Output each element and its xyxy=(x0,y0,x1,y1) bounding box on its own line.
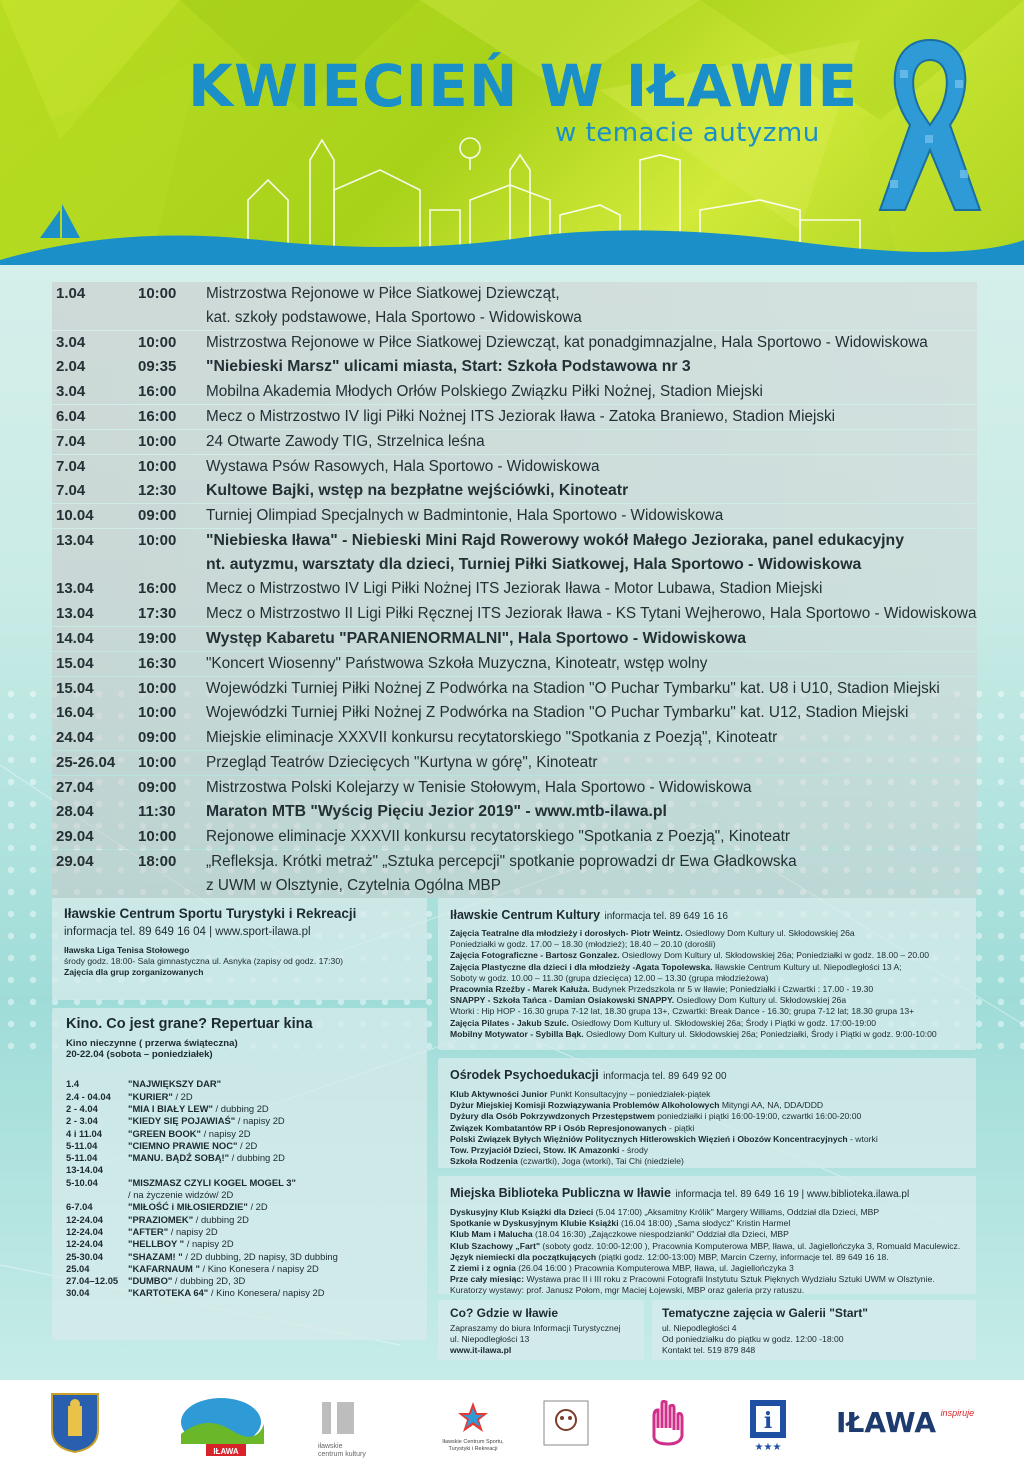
event-description: Mecz o Mistrzostwo II Ligi Piłki Ręcznej ITS Jeziorak Iława - KS Tytani Wejherowo, Hala Sportowo - Widowiskowa xyxy=(206,605,977,623)
icstir-box xyxy=(52,898,427,1000)
op-activity-details: Punkt Konsultacyjny – poniedziałek-piątek xyxy=(547,1089,711,1099)
kino-film-format: / dubbing 2D, 3D xyxy=(172,1275,246,1287)
hand-logo-icon xyxy=(644,1398,690,1448)
ick-box xyxy=(438,898,976,1050)
kino-row xyxy=(66,1238,413,1250)
kino-film-format: / Kino Konesera/ napisy 2D xyxy=(208,1287,325,1299)
ick-activity-details: Osiedlowy Dom Kultury ul. Skłodowskiej 26a; Środy i Piątki w godz. 17:00-19:00 xyxy=(568,1017,877,1028)
kino-title: Kino. Co jest grane? Repertuar kina xyxy=(66,1016,313,1032)
event-time: 10:00 xyxy=(138,828,177,846)
ick-activity-details: Poniedziałki w godz. 17.00 – 18.30 (młodzież); 18.40 – 20.10 (dorośli) xyxy=(450,939,716,950)
galeria-line1: ul. Niepodległości 4 xyxy=(662,1323,737,1333)
event-description: "Niebieska Iława" - Niebieski Mini Rajd Rowerowy wokół Małego Jezioraka, panel edukacyjny nt. autyzmu, warsztaty dla dzieci, Turniej Piłki Siatkowej, Hala Sportowo - Widowiskowa xyxy=(206,531,904,573)
event-time: 10:00 xyxy=(138,457,177,475)
mbp-activity-name: Dyskusyjny Klub Książki dla Dzieci xyxy=(450,1207,594,1217)
kino-film-format: / Kino Konesera / napisy 2D xyxy=(199,1262,319,1274)
event-date: 7.04 xyxy=(56,457,86,475)
event-description: "Niebieski Marsz" ulicami miasta, Start: Szkoła Podstawowa nr 3 xyxy=(206,358,691,376)
event-time: 16:00 xyxy=(138,580,177,598)
icstir-line2: Zajęcia dla grup zorganizowanych xyxy=(64,967,204,978)
event-description: Mistrzostwa Polski Kolejarzy w Tenisie Stołowym, Hala Sportowo - Widowiskowa xyxy=(206,778,752,796)
kino-film-title: "MIŁOŚĆ i MIŁOSIERDZIE" xyxy=(128,1201,248,1213)
kino-film-format: / na życzenie widzów/ 2D xyxy=(128,1189,234,1201)
kino-date: 5-11.04 xyxy=(66,1152,98,1164)
ick-activity-line xyxy=(450,1006,964,1017)
event-date: 10.04 xyxy=(56,507,94,525)
kino-row xyxy=(66,1103,413,1115)
event-row xyxy=(52,602,977,626)
ick-activity-details: Osiedlowy Dom Kultury ul. Skłodowskiej 26a; Poniedziałki w godz. 18.00 – 20.00 xyxy=(619,950,930,961)
ick-activity-line xyxy=(450,973,964,984)
kino-date: 12-24.04 xyxy=(66,1238,104,1250)
event-row xyxy=(52,726,977,750)
event-date: 28.04 xyxy=(56,803,94,821)
ick-activities xyxy=(450,928,964,1040)
cgi-link[interactable]: www.it-ilawa.pl xyxy=(450,1345,512,1356)
kino-row xyxy=(66,1140,413,1152)
event-time: 09:00 xyxy=(138,778,177,796)
event-date: 29.04 xyxy=(56,828,94,846)
ick-activity-line xyxy=(450,962,964,973)
kino-date: 30.04 xyxy=(66,1287,90,1299)
event-row xyxy=(52,479,977,503)
event-date: 24.04 xyxy=(56,729,94,747)
mbp-activity-details: (soboty godz. 10:00-12:00 ), Pracownia Komputerowa MBP, Iława, ul. Jagiellończyka 3, Romuald Maculewicz. xyxy=(540,1240,961,1251)
event-time: 16:00 xyxy=(138,407,177,425)
event-row xyxy=(52,282,977,330)
op-activity-name: Dyżur Miejskiej Komisji Rozwiązywania Problemów Alkoholowych xyxy=(450,1100,720,1111)
ick-activity-line xyxy=(450,1029,964,1040)
kino-row xyxy=(66,1177,413,1189)
kino-date: 2 - 4.04 xyxy=(66,1103,98,1114)
op-activity-line xyxy=(450,1100,964,1111)
kino-film-format: / 2D xyxy=(172,1090,193,1102)
mbp-activity-details: (5.04 17:00) „Aksamitny Królik" Margery Williams, Oddział dla Dzieci, MBP xyxy=(593,1207,880,1217)
kino-date: 6-7.04 xyxy=(66,1201,93,1213)
mbp-activity-line xyxy=(450,1263,964,1274)
kino-date: 2 - 3.04 xyxy=(66,1115,98,1127)
ick-activity-line xyxy=(450,984,964,995)
ick-activity-details: Osiedlowy Dom Kultury ul. Skłodowskiej 26a xyxy=(674,995,847,1006)
event-row xyxy=(52,751,977,775)
cgi-title: Co? Gdzie w Iławie xyxy=(450,1306,559,1320)
event-time: 11:30 xyxy=(138,803,176,821)
event-row xyxy=(52,850,977,898)
event-row xyxy=(52,701,977,725)
op-activity-details: - środy xyxy=(619,1145,649,1156)
op-activity-line xyxy=(450,1123,964,1134)
ick-activity-details: Osiedlowy Dom Kultury ul. Skłodowskiej 26a xyxy=(682,928,855,938)
event-time: 10:00 xyxy=(138,704,177,722)
mbp-activity-details: Kuratorzy wystawy: prof. Janusz Połom, mgr Maciej Łojewski, MBP oraz galeria przy ratuszu. xyxy=(450,1285,805,1296)
event-row xyxy=(52,504,977,528)
event-time: 16:00 xyxy=(138,383,177,401)
ick-activity-details: Budynek Przedszkola nr 5 w Iławie; Poniedziałki i Czwartki : 17.00 - 19.30 xyxy=(589,984,874,995)
op-activity-name: Związek Kombatantów RP i Osób Represjonowanych xyxy=(450,1122,667,1133)
op-activity-line xyxy=(450,1089,964,1100)
kino-date xyxy=(66,1189,128,1201)
event-date: 7.04 xyxy=(56,482,86,500)
ick-activity-details: Soboty w godz. 10.00 – 11.30 (grupa dziecięca) 12.00 – 13.30 (grupa młodzieżowa) xyxy=(450,972,769,983)
galeria-line3: Kontakt tel. 519 879 848 xyxy=(662,1345,756,1356)
kino-film-title: "DUMBO" xyxy=(128,1275,173,1287)
kino-date: 4 i 11.04 xyxy=(66,1127,102,1139)
galeria-box xyxy=(652,1300,976,1360)
ick-logo xyxy=(318,1398,388,1458)
ick-activity-line xyxy=(450,950,964,961)
event-time: 10:00 xyxy=(138,333,177,351)
event-row xyxy=(52,455,977,479)
op-activity-details: poniedziałki i piątki 16:00-19:00, czwartki 16:00-20:00 xyxy=(654,1111,862,1122)
event-row xyxy=(52,331,977,355)
ick-activity-name: Pracownia Rzeźby - Marek Kałuża. xyxy=(450,984,590,995)
kino-date: 13-14.04 xyxy=(66,1164,104,1176)
icstir-title: Iławskie Centrum Sportu Turystyki i Rekreacji xyxy=(64,906,357,921)
mbp-activity-line xyxy=(450,1285,964,1296)
kino-film-title: "AFTER" xyxy=(128,1225,169,1237)
event-time: 09:35 xyxy=(138,358,177,376)
op-activity-name: Klub Aktywności Junior xyxy=(450,1089,548,1099)
kino-film-title: "GREEN BOOK" xyxy=(128,1127,201,1139)
event-date: 7.04 xyxy=(56,432,86,450)
svg-text:★★★: ★★★ xyxy=(754,1442,782,1452)
kino-row xyxy=(66,1189,413,1201)
op-activity-details: - wtorki xyxy=(847,1133,878,1144)
op-activity-line xyxy=(450,1134,964,1145)
icstir-line: środy godz. 18:00- Sala gimnastyczna ul. Asnyka (zapisy od godz. 17:30) xyxy=(64,956,343,967)
tourist-information-icon xyxy=(750,1400,786,1452)
event-date: 15.04 xyxy=(56,679,94,697)
kino-date: 12-24.04 xyxy=(66,1225,104,1237)
op-title: Ośrodek Psychoedukacji xyxy=(450,1068,599,1082)
event-date: 29.04 xyxy=(56,853,94,871)
event-row xyxy=(52,652,977,676)
ick-activity-name: Zajęcia Fotograficzne - Bartosz Gonzalez. xyxy=(450,950,620,961)
kino-row xyxy=(66,1115,413,1127)
event-time: 18:00 xyxy=(138,853,177,871)
event-description: 24 Otwarte Zawody TIG, Strzelnica leśna xyxy=(206,432,485,450)
event-time: 10:00 xyxy=(138,432,177,450)
event-date: 3.04 xyxy=(56,333,86,351)
event-description: Mistrzostwa Rejonowe w Piłce Siatkowej Dziewcząt, kat. szkoły podstawowe, Hala Sportowo - Widowiskowa xyxy=(206,285,582,326)
kino-row xyxy=(66,1251,413,1263)
event-row xyxy=(52,405,977,429)
kino-film-format: / 2D xyxy=(237,1139,258,1151)
event-description: Przegląd Teatrów Dziecięcych "Kurtyna w górę", Kinoteatr xyxy=(206,753,598,771)
ilawa-logo-tagline: inspiruje xyxy=(940,1408,975,1418)
event-row xyxy=(52,627,977,651)
ick-activity-name: Zajęcia Teatralne dla młodzieży i dorosłych- Piotr Weintz. xyxy=(450,928,683,938)
header-banner xyxy=(0,0,1024,265)
event-row xyxy=(52,800,977,824)
kino-date: 25-30.04 xyxy=(66,1250,104,1262)
event-time: 16:30 xyxy=(138,654,177,672)
kino-date: 12-24.04 xyxy=(66,1213,104,1225)
event-date: 13.04 xyxy=(56,531,94,549)
event-description: Wystawa Psów Rasowych, Hala Sportowo - Widowiskowa xyxy=(206,457,600,475)
kino-row xyxy=(66,1275,413,1287)
ick-activity-name: Zajęcia Pilates - Jakub Szulc. xyxy=(450,1017,569,1028)
kino-film-format: / napisy 2D xyxy=(184,1238,234,1250)
mbp-activity-name: Z ziemi i z ognia xyxy=(450,1263,516,1274)
op-activity-name: Polski Związek Byłych Więźniów Politycznych Hitlerowskich Więzień i Obozów Koncentracyjnych xyxy=(450,1133,848,1144)
mbp-box xyxy=(438,1176,976,1294)
event-description: Turniej Olimpiad Specjalnych w Badmintonie, Hala Sportowo - Widowiskowa xyxy=(206,507,724,525)
roads-logo-text: IŁAWA xyxy=(213,1447,239,1456)
kino-row xyxy=(66,1128,413,1140)
kino-date: 25.04 xyxy=(66,1262,90,1274)
ick-activity-details: Iławskie Centrum Kultury ul. Niepodległości 13 A; xyxy=(712,961,902,972)
mbp-activity-line xyxy=(450,1218,964,1229)
icstir-logo-text: Iławskie Centrum Sportu, Turystyki i Rekreacji xyxy=(442,1439,504,1452)
op-activity-details: (czwartki), Joga (wtorki), Tai Chi (niedziele) xyxy=(517,1156,684,1167)
op-box xyxy=(438,1058,976,1168)
mbp-contact: informacja tel. 89 649 16 19 | www.biblioteka.ilawa.pl xyxy=(675,1189,910,1200)
mbp-activities xyxy=(450,1207,964,1297)
event-description: "Koncert Wiosenny" Państwowa Szkoła Muzyczna, Kinoteatr, wstęp wolny xyxy=(206,654,708,672)
kino-film-title: "CIEMNO PRAWIE NOC" xyxy=(128,1139,238,1151)
kino-film-title: "SHAZAM! " xyxy=(128,1250,183,1262)
page-subtitle: w temacie autyzmu xyxy=(555,118,820,148)
kino-film-format: / dubbing 2D xyxy=(193,1213,249,1225)
event-description: Mobilna Akademia Młodych Orłów Polskiego Związku Piłki Nożnej, Stadion Miejski xyxy=(206,383,763,401)
kino-repertoire-list xyxy=(66,1078,413,1299)
event-row xyxy=(52,776,977,800)
kino-film-format: / napisy 2D xyxy=(235,1115,285,1127)
mbp-activity-details: (26.04 16:00 ) Pracownia Komputerowa MBP, Iława, ul. Jagiellończyka 3 xyxy=(515,1263,794,1274)
ilawa-logo-text: IŁAWA xyxy=(836,1406,937,1439)
event-row xyxy=(52,677,977,701)
event-time: 10:00 xyxy=(138,531,177,549)
kino-box xyxy=(52,1008,427,1340)
mbp-title: Miejska Biblioteka Publiczna w Iławie xyxy=(450,1186,671,1200)
kino-row xyxy=(66,1214,413,1226)
kino-note2: 20-22.04 (sobota – poniedziałek) xyxy=(66,1049,213,1061)
op-activity-name: Dyżury dla Osób Pokrzywdzonych Przestępstwem xyxy=(450,1111,655,1122)
event-time: 17:30 xyxy=(138,605,177,623)
event-time: 19:00 xyxy=(138,630,177,647)
op-activity-details: - piątki xyxy=(666,1122,695,1133)
kino-film-title: "NAJWIĘKSZY DAR" xyxy=(128,1078,222,1090)
kino-row xyxy=(66,1263,413,1275)
ick-activity-line xyxy=(450,1018,964,1029)
kino-film-format: / 2D dubbing, 2D napisy, 3D dubbing xyxy=(182,1250,338,1262)
mbp-activity-name: Klub Szachowy „Fart" xyxy=(450,1240,541,1251)
cgi-line2: ul. Niepodległości 13 xyxy=(450,1334,530,1345)
kino-film-format: / 2D xyxy=(247,1201,268,1213)
mbp-activity-name: Język niemiecki dla początkujących xyxy=(450,1251,597,1262)
ick-activity-details: Osiedlowy Dom Kultury ul. Skłodowskiej 26a; Poniedziałki, Środy i Piątki w godz. 9:00-10:00 xyxy=(583,1028,937,1039)
page-title: KWIECIEŃ W IŁAWIE xyxy=(188,52,859,120)
kino-note1: Kino nieczynne ( przerwa świąteczna) xyxy=(66,1038,238,1049)
ick-activity-name: Zajęcia Plastyczne dla dzieci i dla młodzieży -Agata Topolewska. xyxy=(450,961,713,972)
ick-activity-name: Mobilny Motywator - Sybilla Bąk. xyxy=(450,1028,584,1039)
kino-date: 5-10.04 xyxy=(66,1176,98,1188)
kino-row xyxy=(66,1226,413,1238)
event-description: Rejonowe eliminacje XXXVII konkursu recytatorskiego "Spotkania z Poezją", Kinoteatr xyxy=(206,828,790,846)
kino-row xyxy=(66,1201,413,1213)
ick-logo-text: iławskie centrum kultury xyxy=(318,1443,366,1458)
ick-activity-line xyxy=(450,939,964,950)
op-contact: informacja tel. 89 649 92 00 xyxy=(603,1071,727,1082)
ilawa-inspiruje-logo xyxy=(836,1406,976,1446)
icstir-star-logo-icon xyxy=(456,1400,490,1434)
event-row xyxy=(52,825,977,849)
event-date: 13.04 xyxy=(56,580,94,598)
kino-row xyxy=(66,1091,413,1103)
event-date: 14.04 xyxy=(56,630,94,647)
kino-date: 1.4 xyxy=(66,1078,80,1090)
galeria-line2: Od poniedziałku do piątku w godz. 12:00 -18:00 xyxy=(662,1334,844,1345)
event-row xyxy=(52,577,977,601)
kino-film-format: / dubbing 2D xyxy=(229,1152,285,1164)
kino-row xyxy=(66,1287,413,1299)
kino-film-title: "MANU. BĄDŹ SOBĄ!" xyxy=(128,1152,230,1164)
mbp-activity-details: Wystawa prac II i III roku z Pracowni Fotografii Instytutu Sztuk Pięknych Wydziału Sztuki UWM w Olsztynie. xyxy=(524,1274,935,1285)
event-row xyxy=(52,355,977,379)
event-description: Maraton MTB "Wyścig Pięciu Jezior 2019" - www.mtb-ilawa.pl xyxy=(206,803,667,821)
kino-film-title: "KAFARNAUM " xyxy=(128,1262,200,1274)
kino-date: 2.4 - 04.04 xyxy=(66,1090,111,1102)
kino-film-format: / napisy 2D xyxy=(168,1225,218,1237)
op-activities xyxy=(450,1089,964,1167)
op-activity-line xyxy=(450,1156,964,1167)
event-time: 10:00 xyxy=(138,679,177,697)
mbp-activity-name: Prze cały miesiąc: xyxy=(450,1274,525,1285)
op-activity-name: Tow. Przyjaciół Dzieci, Stow. IK Amazonki xyxy=(450,1145,620,1156)
event-date: 16.04 xyxy=(56,704,94,722)
kino-film-title: "KARTOTEKA 64" xyxy=(128,1287,209,1299)
event-description: Mecz o Mistrzostwo IV ligi Piłki Nożnej ITS Jeziorak Iława - Zatoka Braniewo, Stadion Miejski xyxy=(206,407,836,425)
event-date: 27.04 xyxy=(56,778,94,796)
event-description: Występ Kabaretu "PARANIENORMALNI", Hala Sportowo - Widowiskowa xyxy=(206,630,746,647)
event-description: Wojewódzki Turniej Piłki Nożnej Z Podwórka na Stadion "O Puchar Tymbarku" kat. U12, Stadion Miejski xyxy=(206,704,909,722)
galeria-title: Tematyczne zajęcia w Galerii "Start" xyxy=(662,1306,868,1320)
ick-activity-details: Wtorki : Hip HOP - 16.30 grupa 7-12 lat, 18.30 grupa 13+, Czwartki: Break Dance - 16.30; grupa 7-12 lat; 18.30 grupa 13+ xyxy=(450,1006,915,1017)
ilawa-coat-of-arms-icon xyxy=(50,1392,100,1454)
kino-row xyxy=(66,1152,413,1164)
kino-film-title: "HELLBOY " xyxy=(128,1238,185,1250)
cgi-box xyxy=(438,1300,644,1360)
event-description: „Refleksja. Krótki metraż" „Sztuka percepcji" spotkanie poprowadzi dr Ewa Gładkowska z UWM w Olsztynie, Czytelnia Ogólna MBP xyxy=(206,853,797,895)
mbp-activity-line xyxy=(450,1229,964,1240)
event-time: 09:00 xyxy=(138,507,177,525)
kino-date: 27.04–12.05 xyxy=(66,1275,119,1287)
event-row xyxy=(52,430,977,454)
ick-activity-line xyxy=(450,995,964,1006)
event-date: 25-26.04 xyxy=(56,753,116,771)
mbp-activity-line xyxy=(450,1241,964,1252)
op-activity-details: Mityngi AA, NA, DDA/DDD xyxy=(719,1100,824,1111)
kino-row xyxy=(66,1078,413,1090)
event-time: 12:30 xyxy=(138,482,177,500)
cgi-line1: Zapraszamy do biura Informacji Turystycznej xyxy=(450,1323,621,1333)
mbp-activity-line xyxy=(450,1274,964,1285)
mbp-activity-details: (18.04 16:30) „Zajączkowe niespodzianki" Oddział dla Dzieci, MBP xyxy=(532,1229,789,1240)
kino-date: 5-11.04 xyxy=(66,1139,98,1151)
ick-activity-name: SNAPPY - Szkoła Tańca - Damian Osiakowski SNAPPY. xyxy=(450,995,675,1006)
mbp-activity-name: Spotkanie w Dyskusyjnym Klubie Książki xyxy=(450,1218,619,1229)
kino-film-title: "PRAZIOMEK" xyxy=(128,1213,194,1225)
mbp-activity-details: (piątki godz. 12:00-13:00) MBP, Marcin Czerny, informacje tel. 89 649 16 18. xyxy=(596,1251,889,1262)
icstir-subtitle: Iławska Liga Tenisa Stołowego xyxy=(64,945,190,955)
kino-film-format: / napisy 2D xyxy=(200,1127,251,1139)
autism-awareness-ribbon-icon xyxy=(870,30,990,220)
op-activity-line xyxy=(450,1111,964,1122)
kino-film-title: "MIA I BIAŁY LEW" xyxy=(128,1103,213,1114)
ick-contact: informacja tel. 89 649 16 16 xyxy=(604,911,728,922)
event-date: 2.04 xyxy=(56,358,86,376)
kino-film-title: "MISZMASZ CZYLI KOGEL MOGEL 3" xyxy=(128,1176,296,1188)
event-date: 1.04 xyxy=(56,285,86,302)
kino-film-title: "KIEDY SIĘ POJAWIAŚ" xyxy=(128,1115,236,1127)
event-description: Miejskie eliminacje XXXVII konkursu recytatorskiego "Spotkania z Poezją", Kinoteatr xyxy=(206,729,778,747)
ick-logo-icon xyxy=(318,1398,358,1438)
event-row xyxy=(52,380,977,404)
event-date: 3.04 xyxy=(56,383,86,401)
event-schedule-list xyxy=(52,282,977,899)
mbp-activity-line xyxy=(450,1207,964,1218)
kino-row xyxy=(66,1164,413,1176)
event-description: Kultowe Bajki, wstęp na bezpłatne wejściówki, Kinoteatr xyxy=(206,482,629,500)
event-time: 10:00 xyxy=(138,285,177,302)
ick-title: Iławskie Centrum Kultury xyxy=(450,908,601,922)
event-time: 09:00 xyxy=(138,729,177,747)
op-activity-name: Szkoła Rodzenia xyxy=(450,1156,518,1167)
event-date: 6.04 xyxy=(56,407,86,425)
mbp-activity-name: Klub Mam i Malucha xyxy=(450,1229,533,1240)
mbp-activity-details: (16.04 18:00) „Sama słodycz" Kristin Harmel xyxy=(618,1218,791,1229)
info-logo-letter: i xyxy=(763,1408,773,1434)
sponsor-logos-footer xyxy=(0,1380,1024,1476)
icstir-contact: informacja tel. 89 649 16 04 | www.sport-ilawa.pl xyxy=(64,926,311,938)
event-row xyxy=(52,529,977,577)
ilawa-landscape-logo-icon xyxy=(176,1394,266,1458)
ick-activity-line xyxy=(450,928,964,939)
kino-film-title: "KURIER" xyxy=(128,1090,173,1102)
kino-film-format: / dubbing 2D xyxy=(212,1103,269,1114)
op-activity-line xyxy=(450,1145,964,1156)
mbp-activity-line xyxy=(450,1252,964,1263)
event-description: Mistrzostwa Rejonowe w Piłce Siatkowej Dziewcząt, kat ponadgimnazjalne, Hala Sportowo - Widowiskowa xyxy=(206,333,928,351)
school-owl-logo-icon xyxy=(543,1400,589,1452)
event-date: 13.04 xyxy=(56,605,94,623)
icstir-logo xyxy=(440,1400,506,1458)
event-description: Wojewódzki Turniej Piłki Nożnej Z Podwórka na Stadion "O Puchar Tymbarku" kat. U8 i U10, Stadion Miejski xyxy=(206,679,940,697)
event-time: 10:00 xyxy=(138,753,177,771)
event-description: Mecz o Mistrzostwo IV Ligi Piłki Nożnej ITS Jeziorak Iława - Motor Lubawa, Stadion Miejski xyxy=(206,580,823,598)
event-date: 15.04 xyxy=(56,654,94,672)
